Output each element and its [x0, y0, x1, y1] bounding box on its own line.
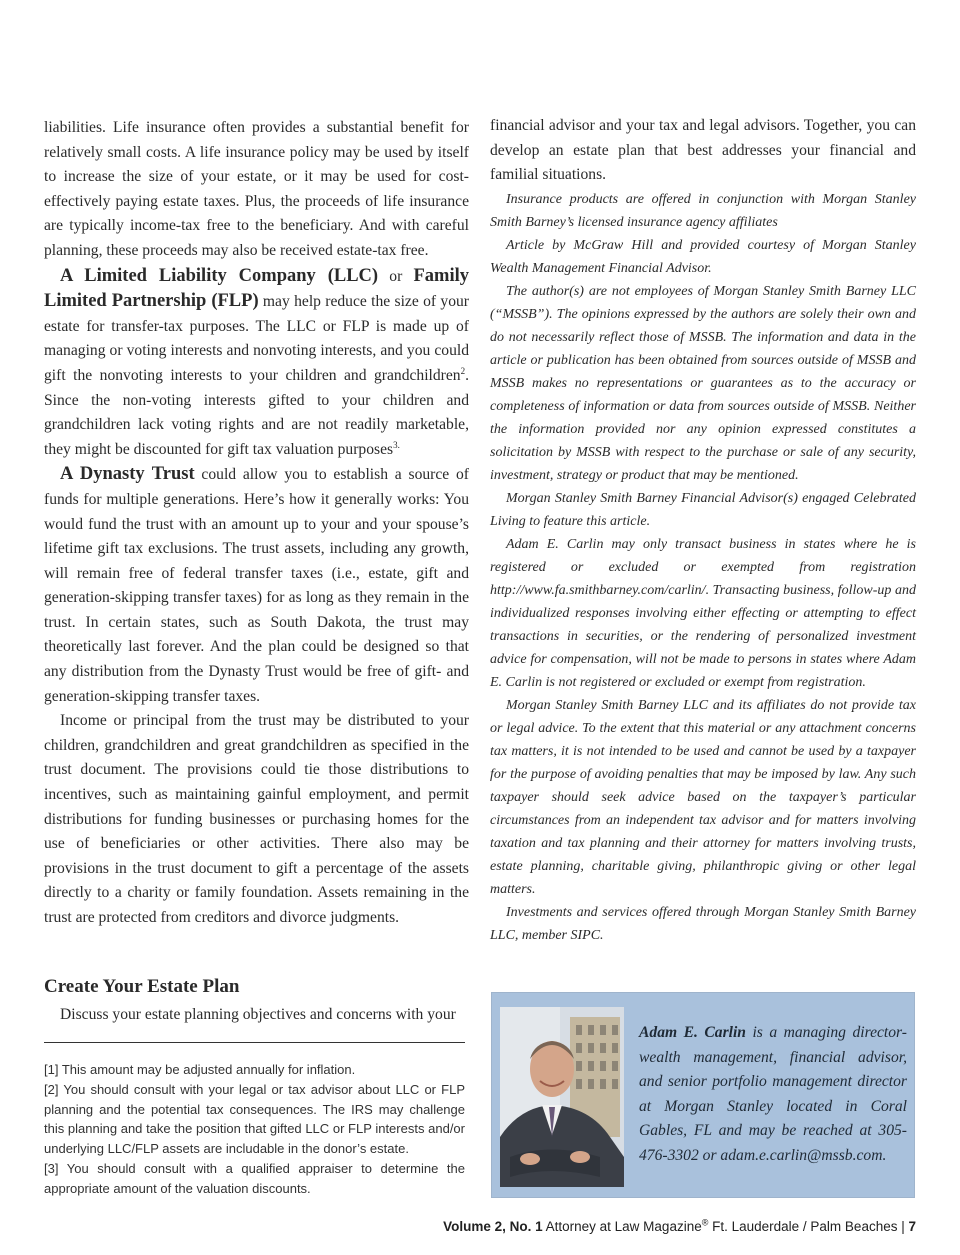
disclaimer-tax-advice: Morgan Stanley Smith Barney LLC and its affiliates do not provide tax or legal advice. To the extent that this material or any attachment concerns tax matters, it is not intended to be used and cannot be used by a taxpayer for the purpose of avoiding penalties that may be imposed by law. Any such taxpayer should seek advice based on the taxpayer’s particular circumstances from an independent tax advisor and for matters involving taxation and tax planning and their attorney for matters involving trusts, estate planning, charitable giving, philanthropic giving or other legal matters.	[490, 697, 916, 897]
footer-magazine: Attorney at Law Magazine	[542, 1219, 702, 1234]
footnote-divider	[44, 1042, 465, 1043]
or-text: or	[378, 267, 414, 285]
paragraph-dynasty-trust	[44, 462, 469, 709]
paragraph-life-insurance: liabilities. Life insurance often provides a substantial benefit for relatively small costs. A life insurance policy may be used by itself to increase the size of your estate, or it may be used for cost-effectively paying estate taxes. Plus, the proceeds of life insurance are typically income-tax free to the beneficiary. And with careful planning, these proceeds may also be received estate-tax free.	[44, 119, 469, 259]
author-photo	[500, 1007, 624, 1187]
disclaimer-insurance: Insurance products are offered in conjunction with Morgan Stanley Smith Barney’s licensed insurance agency affiliates	[490, 191, 916, 230]
paragraph-advisors: financial advisor and your tax and legal advisors. Together, you can develop an estate plan that best addresses your financial and familial situations.	[490, 117, 916, 184]
llc-body: may help reduce the size of your estate for transfer-tax purposes. The LLC or FLP is made up of managing or voting interests and nonvoting interests, and you could gift the nonvoting interests to your children and grandchildren	[44, 293, 469, 384]
author-name: Adam E. Carlin	[639, 1024, 746, 1041]
llc-body-2: . Since the non-voting interests gifted to your children and grandchildren lack voting rights and are not readily marketable, they might be discounted for gift tax valuation purposes	[44, 366, 469, 458]
disclaimer-feature: Morgan Stanley Smith Barney Financial Advisor(s) engaged Celebrated Living to feature this article.	[490, 490, 916, 529]
dynasty-body: could allow you to establish a source of funds for multiple generations. Here’s how it generally works: You would fund the trust with an amount up to your and your spouse’s lifetime gift tax exclusions. The trust assets, including any growth, will remain free of federal transfer taxes (i.e., estate, gift and generation-skipping transfer taxes) for as long as they remain in the trust. In certain states, such as South Dakota, the trust may theoretically last forever. And the plan could be designed so that any distribution from the Dynasty Trust would be free of gift- and generation-skipping transfer taxes.	[44, 466, 469, 705]
footer-region: Ft. Lauderdale / Palm Beaches |	[708, 1219, 909, 1234]
author-portrait-icon	[500, 1007, 624, 1187]
footer-volume: Volume 2, No. 1	[443, 1219, 543, 1234]
disclaimer-sipc: Investments and services offered through Morgan Stanley Smith Barney LLC, member SIPC.	[490, 904, 916, 943]
footnote-1: [1] This amount may be adjusted annually for inflation.	[44, 1062, 356, 1077]
section-intro: Discuss your estate planning objectives and concerns with your	[60, 1006, 456, 1023]
flp-lead: Family Limited Partnership (FLP)	[44, 265, 469, 312]
disclaimer-authors: The author(s) are not employees of Morgan Stanley Smith Barney LLC (“MSSB”). The opinions expressed by the authors are solely their own and do not necessarily reflect those of MSSB. The information and data in the article or publication has been obtained from sources outside of MSSB and MSSB makes no representations or guarantees as to the accuracy or completeness of information or data from sources outside of MSSB. Neither the information provided nor any opinion expressed constitutes a solicitation by MSSB with respect to the purchase or sale of any security, investment, strategy or product that may be mentioned.	[490, 283, 916, 483]
paragraph-llc-flp	[44, 264, 469, 463]
paragraph-income-principal: Income or principal from the trust may be distributed to your children, grandchildren and great grandchildren as specified in the trust document. The provisions could tie those distributions to incentives, such as maintaining gainful employment, and permit distributions for funding businesses or purchasing homes for the use of beneficiaries or other activities. There also may be provisions in the trust document to gift a percentage of the assets directly to a charity or family foundation. Assets remaining in the trust are protected from creditors and divorce judgments.	[44, 712, 469, 926]
footnote-3: [3] You should consult with a qualified appraiser to determine the appropriate amount of the valuation discounts.	[44, 1160, 465, 1196]
footnote-ref-3: 3.	[393, 439, 400, 450]
llc-lead: A Limited Liability Company (LLC)	[60, 265, 379, 286]
author-bio-text	[639, 1021, 907, 1169]
footnotes	[44, 1060, 465, 1199]
section-title: Create Your Estate Plan	[44, 976, 240, 997]
author-bio-body: is a managing director-wealth management, financial advisor, and senior portfolio management director at Morgan Stanley located in Coral Gables, FL and may be reached at 305-476-3302 or adam.e.carlin@mssb.com.	[639, 1024, 907, 1164]
footer-page-number: 7	[908, 1219, 916, 1234]
footnote-ref-2: 2	[460, 365, 466, 376]
page-footer	[443, 1219, 916, 1234]
author-bio-box	[491, 992, 915, 1198]
footnote-2: [2] You should consult with your legal or tax advisor about LLC or FLP planning and the potential tax consequences. The IRS may challenge this planning and take the position that gifted LLC or FLP interests and/or underlying LLC/FLP assets are includable in the donor’s estate.	[44, 1081, 465, 1157]
dynasty-lead: A Dynasty Trust	[60, 464, 195, 485]
disclaimer-article-source: Article by McGraw Hill and provided courtesy of Morgan Stanley Wealth Management Financial Advisor.	[490, 237, 916, 276]
disclaimer-registration: Adam E. Carlin may only transact business in states where he is registered or excluded or exempted from registration http://www.fa.smithbarney.com/carlin/. Transacting business, follow-up and individualized responses involving either effecting or attempting to effect transactions in securities, or the rendering of personalized investment advice for compensation, will not be made to persons in states where Adam E. Carlin is not registered or excluded or exempt from registration.	[490, 536, 916, 690]
footer-registered-mark: ®	[701, 1217, 709, 1228]
left-column	[44, 116, 469, 931]
right-column	[490, 114, 916, 947]
